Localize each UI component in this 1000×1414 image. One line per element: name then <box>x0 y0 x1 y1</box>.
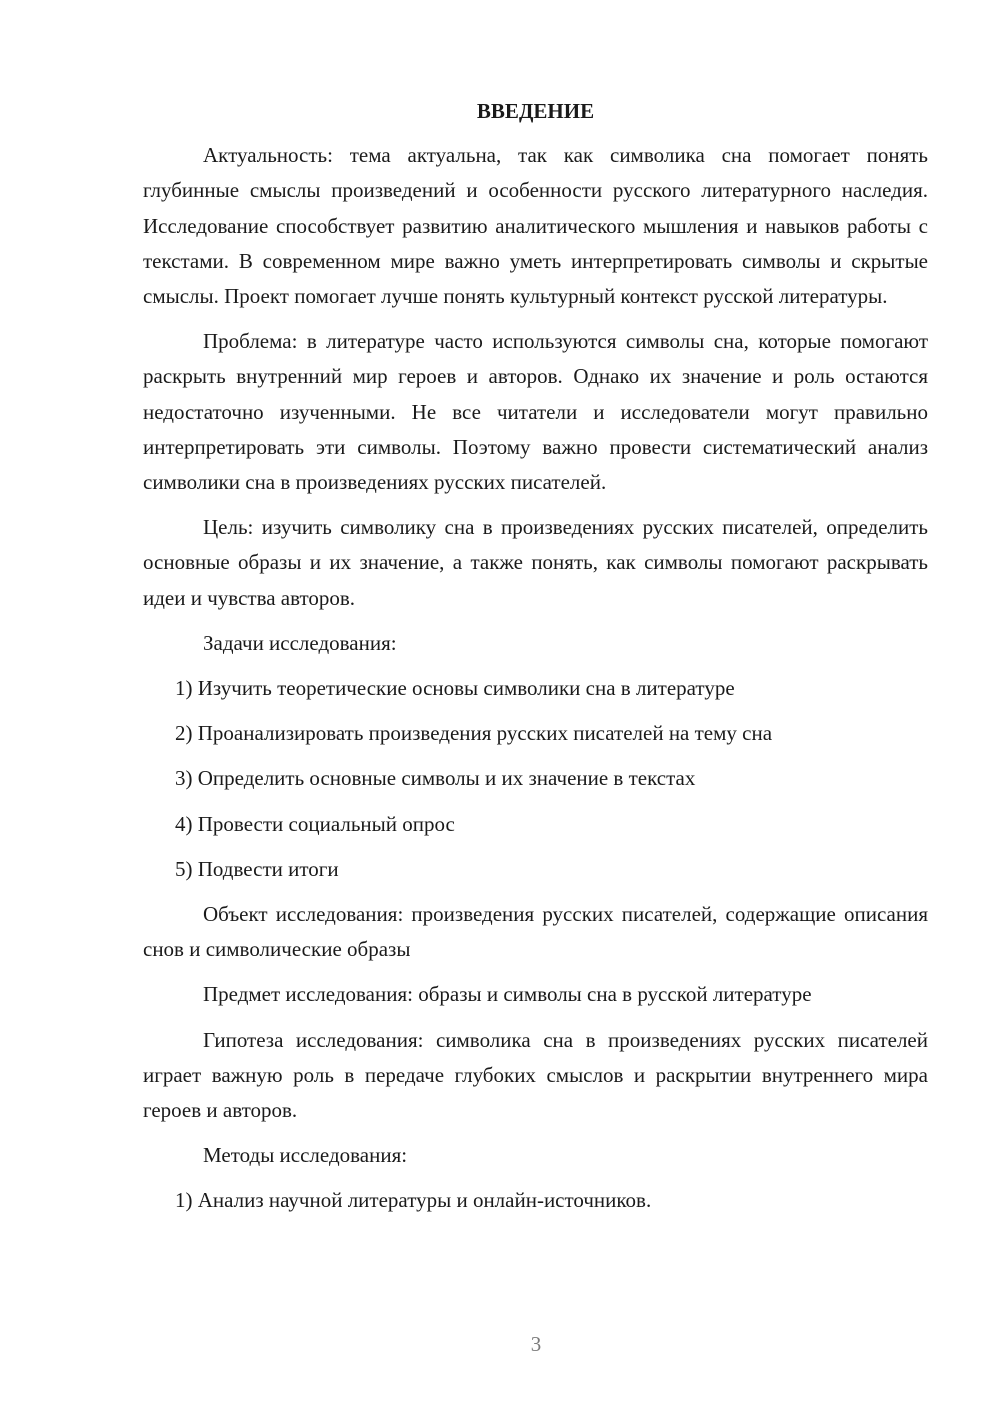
methods-heading: Методы исследования: <box>203 1143 408 1168</box>
tasks-heading: Задачи исследования: <box>203 630 397 655</box>
list-item: 4) Провести социальный опрос <box>175 811 455 836</box>
tasks-list <box>143 671 928 887</box>
list-item: 1) Анализ научной литературы и онлайн-источников. <box>175 1188 652 1213</box>
methods-list <box>143 1183 928 1218</box>
document-page <box>143 94 928 1229</box>
paragraph-goal: Цель: изучить символику сна в произведениях русских писателей, определить основные образы и их значение, а также понять, как символы помогают раскрывать идеи и чувства авторов. <box>143 515 928 610</box>
list-item: 5) Подвести итоги <box>175 856 339 881</box>
page-title: ВВЕДЕНИЕ <box>476 99 595 123</box>
paragraph-hypothesis: Гипотеза исследования: символика сна в произведениях русских писателей играет важную роль в передаче глубоких смыслов и раскрытии внутреннего мира героев и авторов. <box>143 1027 928 1123</box>
paragraph-object: Объект исследования: произведения русских писателей, содержащие описания снов и символические образы <box>143 902 928 962</box>
paragraph-subject: Предмет исследования: образы и символы сна в русской литературе <box>203 982 812 1007</box>
paragraph-problem: Проблема: в литературе часто используются символы сна, которые помогают раскрыть внутренний мир героев и авторов. Однако их значение и роль остаются недостаточно изученными. Не все читатели и исследователи могут правильно интерпретировать эти символы. Поэтому важно провести систематический анализ символики сна в произведениях русских писателей. <box>143 329 928 495</box>
paragraph-relevance: Актуальность: тема актуальна, так как символика сна помогает понять глубинные смыслы произведений и особенности русского литературного наследия. Исследование способствует развитию аналитического мышления и навыков работы с текстами. В современном мире важно уметь интерпретировать символы и скрытые смыслы. Проект помогает лучше понять культурный контекст русской литературы. <box>143 143 928 309</box>
list-item: 2) Проанализировать произведения русских писателей на тему сна <box>175 721 773 746</box>
list-item: 1) Изучить теоретические основы символики сна в литературе <box>175 676 735 701</box>
list-item: 3) Определить основные символы и их значение в текстах <box>175 766 696 791</box>
page-number: 3 <box>530 1332 542 1356</box>
